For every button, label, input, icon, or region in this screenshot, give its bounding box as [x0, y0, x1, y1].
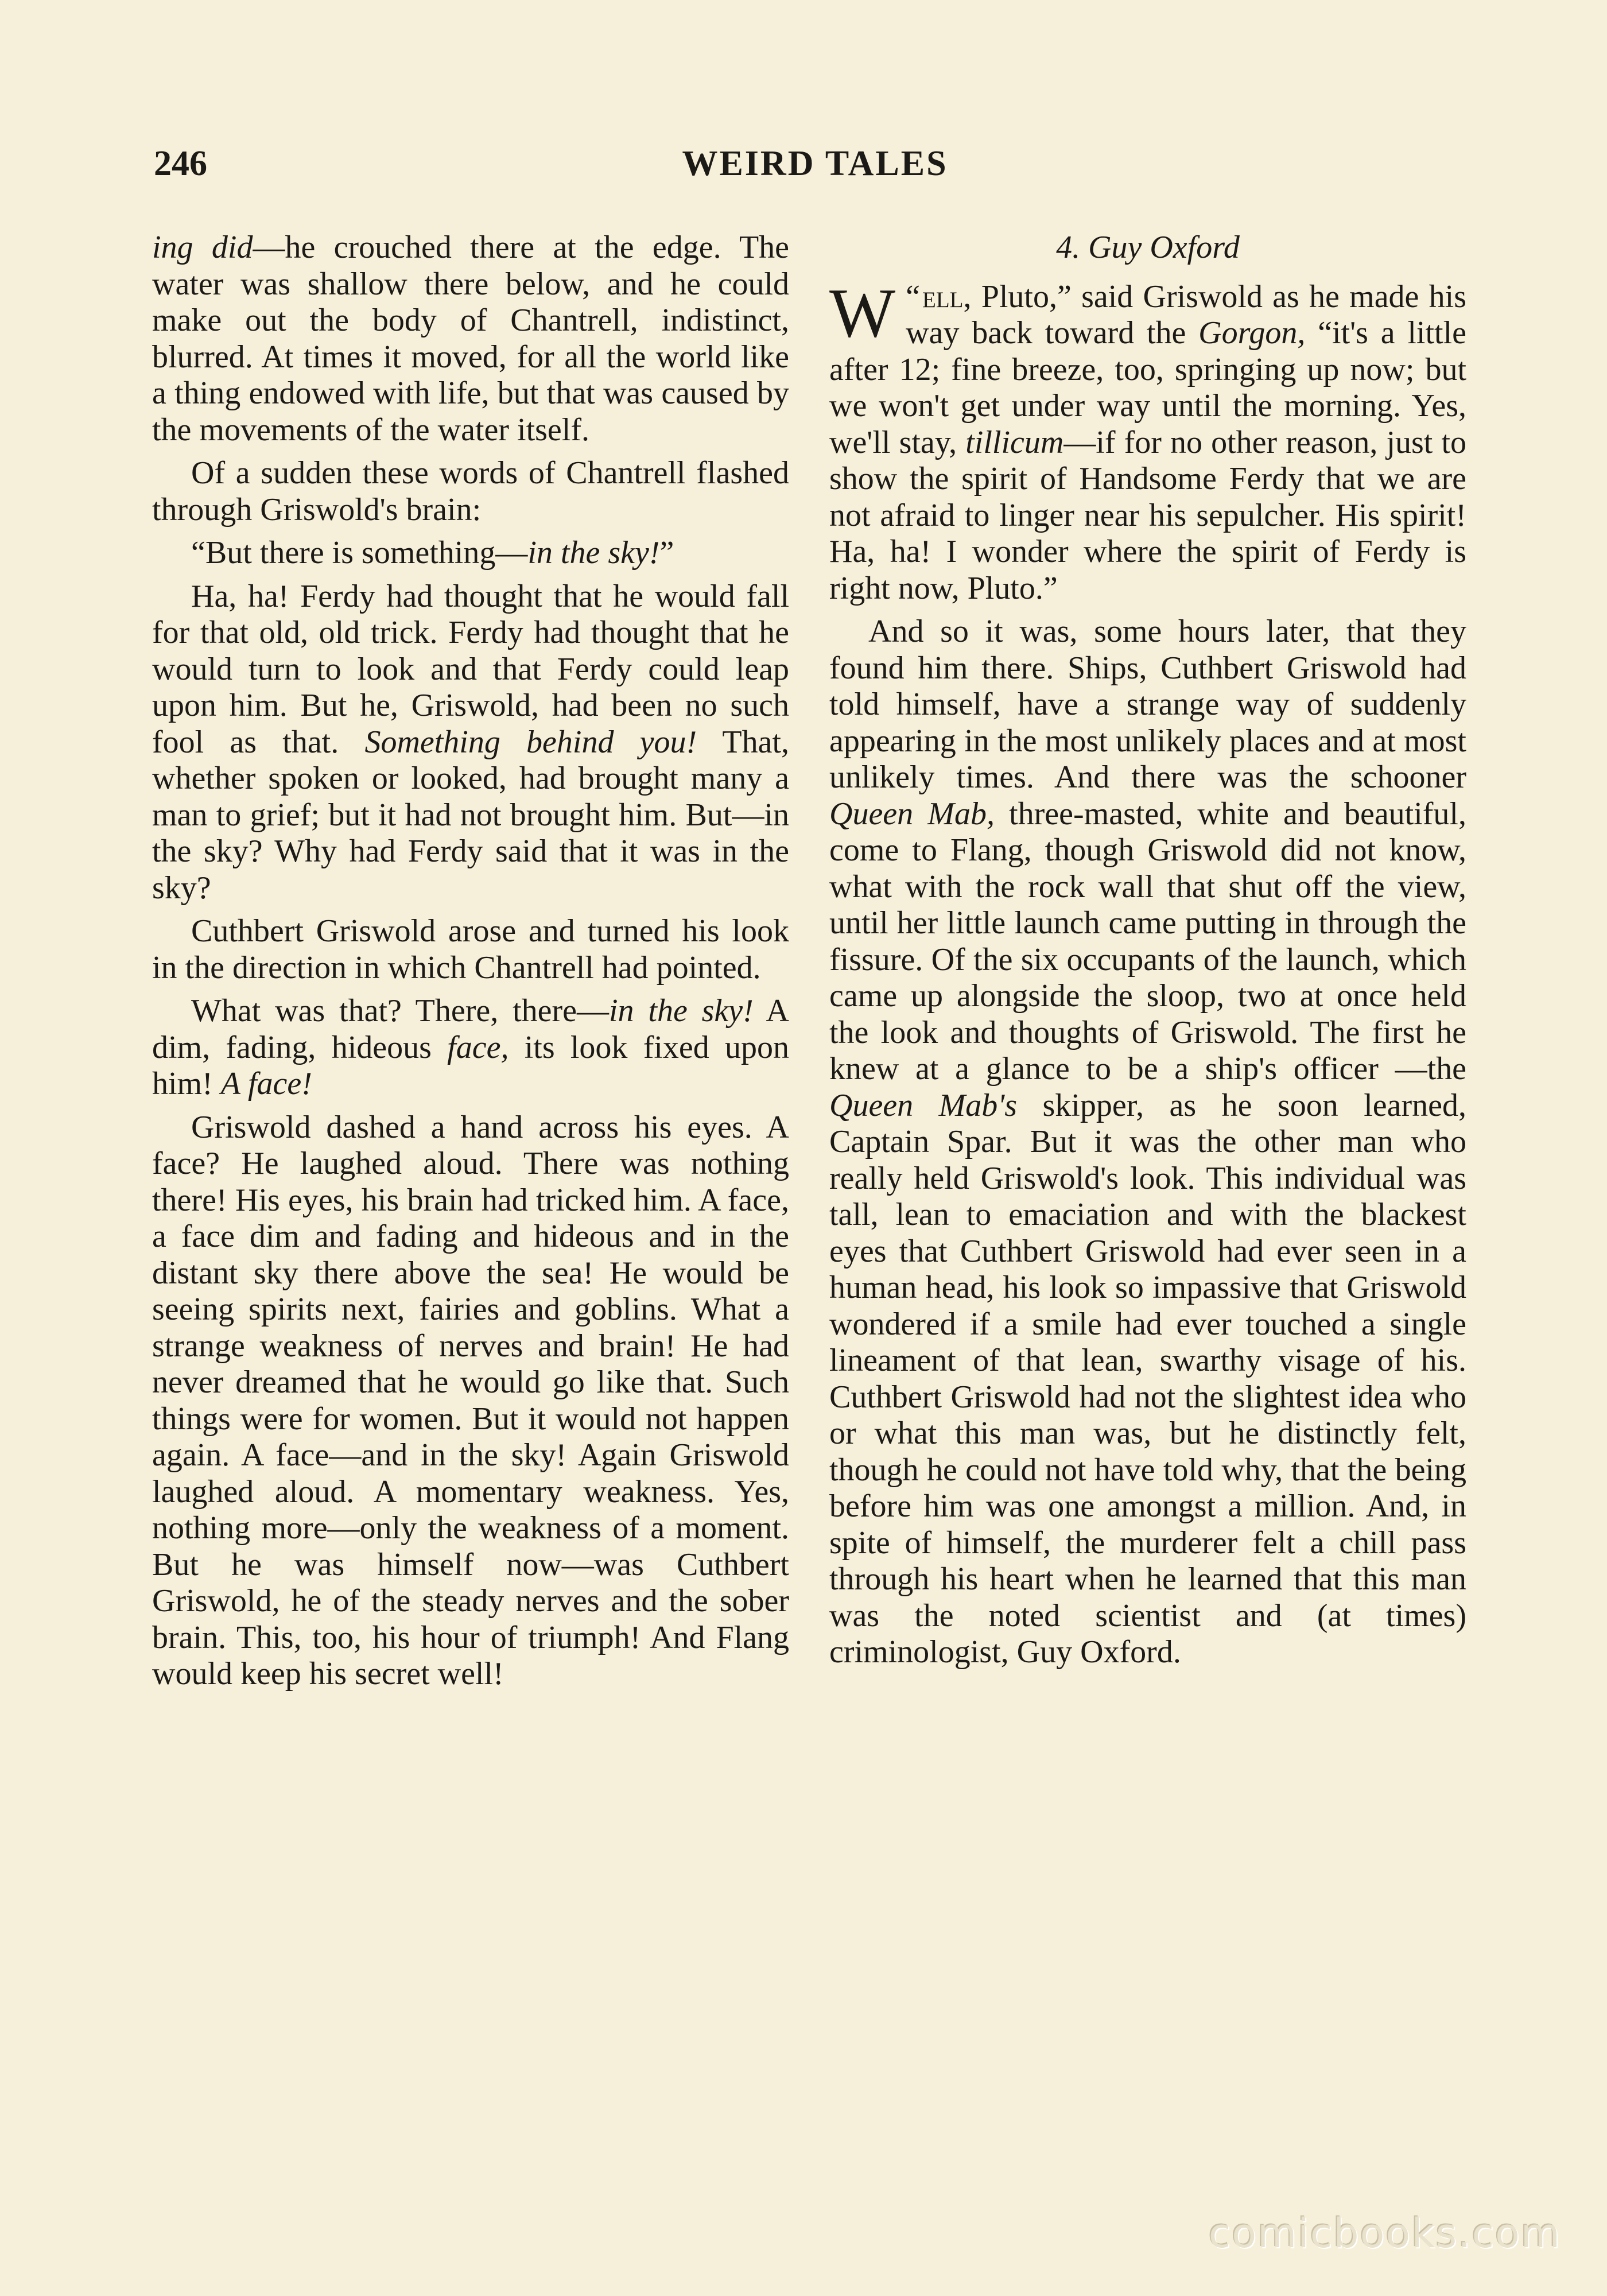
text-run: Ha, ha! Ferdy had thought that he would fall for that old, old trick. Ferdy had thought that he would turn to look and that Ferdy could leap upon him. But he, Griswold, had been no such fool as that.	[152, 578, 789, 760]
text-run: And so it was, some hours later, that they found him there. Ships, Cuthbert Griswold had told himself, have a strange way of suddenly appearing in the most unlikely places and at most unlikely times. And there was the schooner	[829, 614, 1466, 795]
paragraph	[152, 1110, 789, 1693]
paragraph	[152, 993, 789, 1103]
italic-run: face,	[447, 1029, 509, 1065]
paragraph	[152, 579, 789, 907]
text-run: What was that? There, there—	[191, 993, 609, 1029]
text-run: , Pluto,” said Griswold as he made his way back toward the	[906, 278, 1466, 351]
italic-run: in the sky!	[609, 993, 754, 1029]
paragraph	[152, 913, 789, 986]
text-run: “But there is something—	[191, 535, 528, 571]
opening-quote: “	[906, 278, 921, 315]
paragraph-body	[829, 274, 1466, 606]
small-caps-lead: ell	[922, 278, 964, 315]
drop-cap: W	[829, 274, 896, 352]
italic-run: tillicum	[965, 424, 1064, 460]
paragraph-with-dropcap	[829, 274, 1466, 607]
paragraph	[152, 455, 789, 528]
section-title: 4. Guy Oxford	[1056, 230, 1240, 265]
text-run: That, whether spoken or looked, had brought many a man to grief; but it had not brought him. But—in the sky? Why had Ferdy said that it was in the sky?	[152, 724, 789, 906]
text-run: its look fixed upon him!	[152, 1029, 790, 1102]
paragraph	[152, 535, 789, 572]
text-run: “it's a little after 12; fine breeze, too, springing up now; but we won't get under way until the morning. Yes, we'll stay,	[829, 315, 1466, 460]
italic-run: ing did	[152, 230, 253, 265]
running-title: WEIRD TALES	[682, 144, 948, 183]
text-run: —he crouched there at the edge. The water was shallow there below, and he could make out the body of Chantrell, indistinct, blurred. At times it moved, for all the world like a thing endowed with life, but that was caused by the movements of the water itself.	[152, 230, 789, 448]
paragraph	[152, 230, 789, 448]
text-run: Cuthbert Griswold arose and turned his look in the direction in which Chantrell had pointed.	[152, 913, 789, 986]
text-run: Of a sudden these words of Chantrell flashed through Griswold's brain:	[152, 455, 789, 528]
page-number: 246	[154, 144, 207, 183]
text-run: ”	[659, 535, 674, 571]
italic-run: Queen Mab,	[829, 796, 995, 832]
text-run: A dim, fading, hideous	[152, 993, 789, 1065]
text-run: skipper, as he soon learned, Captain Spar. But it was the other man who really held Griswold's look. This individual was tall, lean to emaciation and with the blackest eyes that Cuthbert Griswold had ever seen in a human head, his look so impassive that Griswold wondered if a smile had ever touched a single lineament of that lean, swarthy visage of his. Cuthbert Griswold had not the slightest idea who or what this man was, but he distinctly felt, though he could not have told why, that the being before him was one amongst a million. And, in spite of himself, the murderer felt a chill pass through his heart when he learned that this man was the noted scientist and (at times) criminologist, Guy Oxford.	[829, 1087, 1466, 1670]
italic-run: Queen Mab's	[829, 1087, 1018, 1123]
italic-run: Gorgon,	[1198, 315, 1306, 351]
watermark: comicbooks.com	[1208, 2210, 1561, 2257]
left-text-column	[152, 230, 789, 1700]
right-text-column	[829, 230, 1466, 1678]
paragraph	[829, 614, 1466, 1671]
text-run: Griswold dashed a hand across his eyes. A face? He laughed aloud. There was nothing there! His eyes, his brain had tricked him. A face, a face dim and fading and hideous and in the distant sky there above the sea! He would be seeing spirits next, fairies and goblins. What a strange weakness of nerves and brain! He had never dreamed that he would go like that. Such things were for women. But it would not happen again. A face—and in the sky! Again Griswold laughed aloud. A momentary weakness. Yes, nothing more—only the weakness of a moment. But he was himself now—was Cuthbert Griswold, he of the steady nerves and the sober brain. This, too, his hour of triumph! And Flang would keep his secret well!	[152, 1109, 789, 1692]
italic-run: A face!	[220, 1066, 312, 1102]
italic-run: Something behind you!	[364, 724, 697, 760]
text-run: three-masted, white and beautiful, come to Flang, though Griswold did not know, what with the rock wall that shut off the view, until her little launch came putting in through the fissure. Of the six occupants of the launch, which came up alongside the sloop, two at once held the look and thoughts of Griswold. The first he knew at a glance to be a ship's officer —the	[829, 796, 1466, 1087]
italic-run: in the sky!	[527, 535, 660, 571]
text-run: —if for no other reason, just to show the spirit of Handsome Ferdy that we are not afraid to linger near his sepulcher. His spirit! Ha, ha! I wonder where the spirit of Ferdy is right now, Pluto.”	[829, 424, 1466, 606]
